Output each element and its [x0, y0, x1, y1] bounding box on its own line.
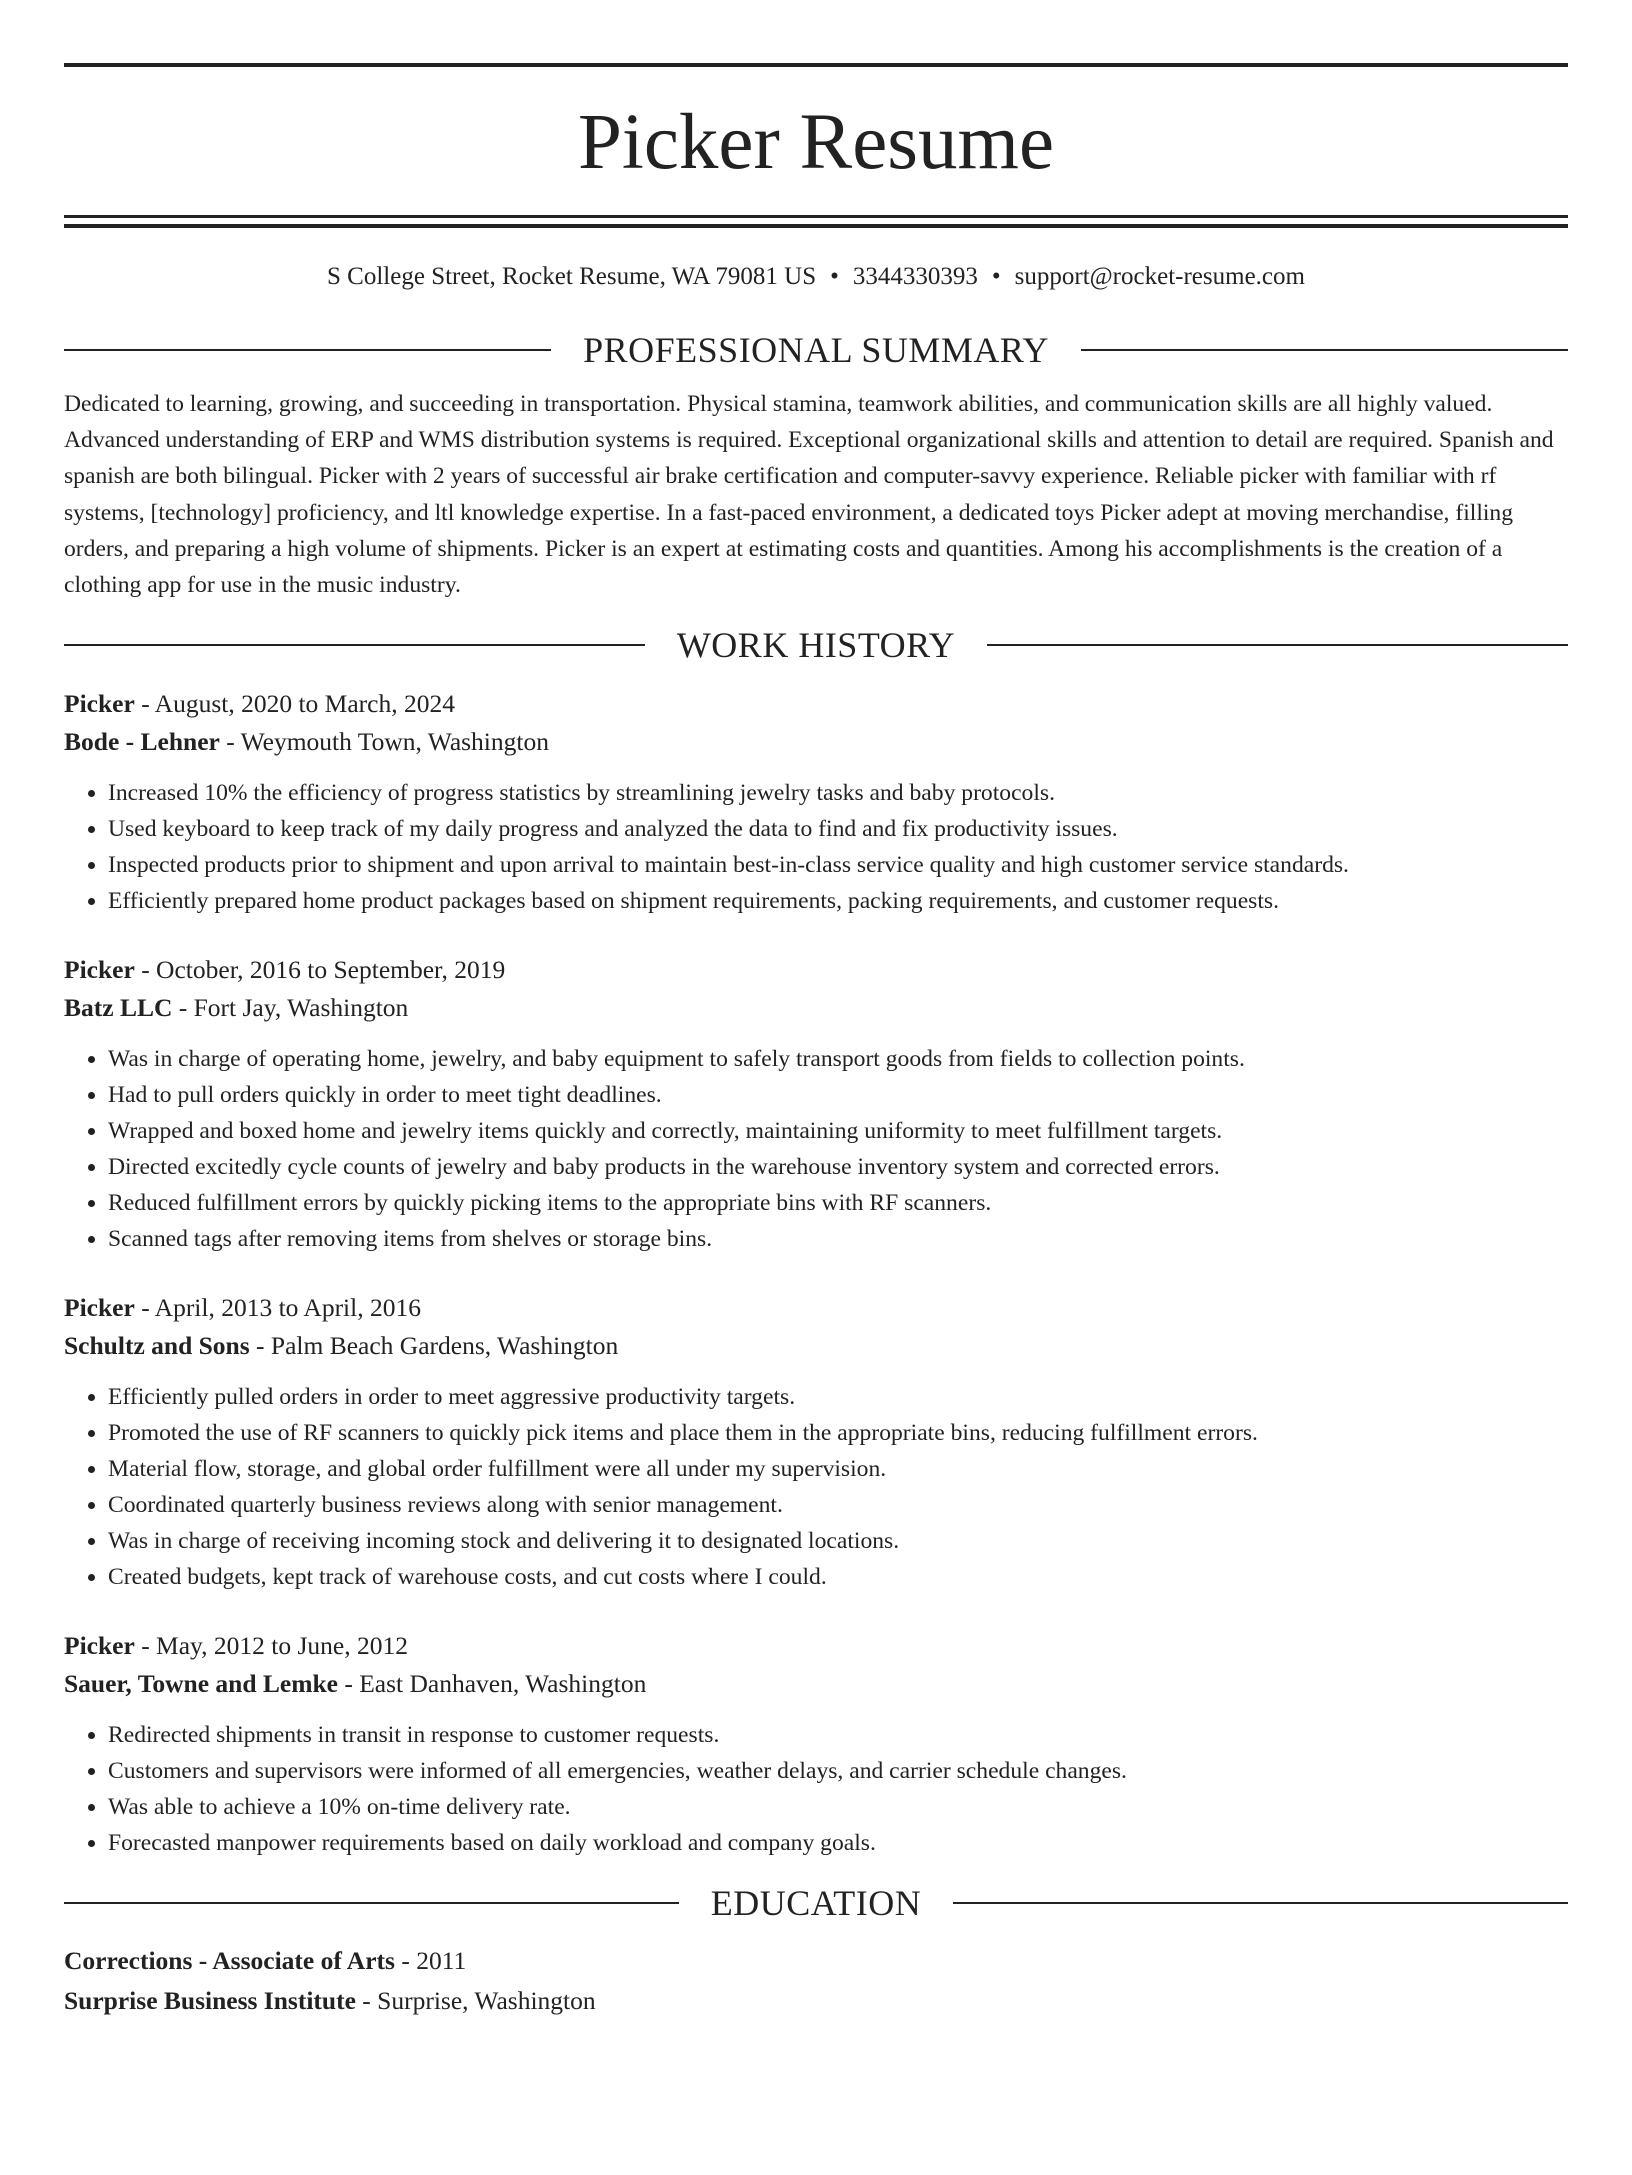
section-rule [987, 644, 1568, 646]
job-bullet: • Reduced fulfillment errors by quickly picking items to the appropriate bins with RF scanners. [108, 1185, 1568, 1221]
job-location: - Fort Jay, Washington [172, 993, 409, 1023]
job-company-line [64, 1665, 1568, 1703]
job-entry [64, 1627, 1568, 1861]
resume-title: Picker Resume [577, 99, 1055, 186]
job-company-line [64, 723, 1568, 761]
education-degree-line [64, 1941, 1568, 1981]
work-heading: WORK HISTORY [676, 625, 956, 666]
contact-separator: • [830, 263, 839, 290]
job-bullet: • Was in charge of receiving incoming stock and delivering it to designated locations. [108, 1523, 1568, 1559]
summary-text: Dedicated to learning, growing, and succeeding in transportation. Physical stamina, teamwork abilities, and communication skills are all highly valued. Advanced understanding of ERP and WMS distribution systems is required. Exceptional organizational skills and attention to detail are required. Spanish and spanish are both bilingual. Picker with 2 years of successful air brake certification and computer-savvy experience. Reliable picker with familiar with rf systems, [technology] proficiency, and ltl knowledge expertise. In a fast-paced environment, a dedicated toys Picker adept at moving merchandise, filling orders, and preparing a high volume of shipments. Picker is an expert at estimating costs and quantities. Among his accomplishments is the creation of a clothing app for use in the music industry. [64, 391, 1554, 599]
job-company: Batz LLC [64, 993, 173, 1023]
job-title-line [64, 1289, 1568, 1327]
job-entry [64, 951, 1568, 1257]
education-school-line [64, 1981, 1568, 2021]
job-entry [64, 685, 1568, 919]
job-bullet: • Directed excitedly cycle counts of jewelry and baby products in the warehouse inventory system and corrected errors. [108, 1149, 1568, 1185]
job-dates: - April, 2013 to April, 2016 [134, 1293, 421, 1323]
section-rule [64, 349, 551, 351]
job-dates: - October, 2016 to September, 2019 [134, 955, 506, 985]
job-title: Picker [64, 689, 135, 719]
job-bullet: • Was able to achieve a 10% on-time delivery rate. [108, 1789, 1568, 1825]
resume-page [0, 63, 1632, 2175]
job-bullet: • Increased 10% the efficiency of progress statistics by streamlining jewelry tasks and baby protocols. [108, 775, 1568, 811]
education-location: - Surprise, Washington [355, 1986, 596, 2016]
job-bullet: • Promoted the use of RF scanners to quickly pick items and place them in the appropriate bins, reducing fulfillment errors. [108, 1415, 1568, 1451]
job-title-line [64, 951, 1568, 989]
section-rule [953, 1902, 1568, 1904]
top-rule [64, 63, 1568, 67]
section-rule [1081, 349, 1568, 351]
job-bullet: • Had to pull orders quickly in order to meet tight deadlines. [108, 1077, 1568, 1113]
job-bullet: • Inspected products prior to shipment and upon arrival to maintain best-in-class service quality and high customer service standards. [108, 847, 1568, 883]
job-bullets [64, 775, 1568, 919]
contact-separator: • [991, 263, 1001, 290]
title-double-rule [64, 215, 1568, 228]
job-company: Sauer, Towne and Lemke [64, 1669, 338, 1699]
job-company: Bode - Lehner [64, 727, 220, 757]
job-bullet: • Used keyboard to keep track of my daily progress and analyzed the data to find and fix productivity issues. [108, 811, 1568, 847]
contact-address: S College Street, Rocket Resume, WA 79081 US [327, 263, 817, 290]
job-bullet: • Customers and supervisors were informed of all emergencies, weather delays, and carrier schedule changes. [108, 1753, 1568, 1789]
job-bullet: • Scanned tags after removing items from shelves or storage bins. [108, 1221, 1568, 1257]
summary-section-header [64, 328, 1568, 372]
job-bullet: • Coordinated quarterly business reviews along with senior management. [108, 1487, 1568, 1523]
job-bullet: • Efficiently pulled orders in order to meet aggressive productivity targets. [108, 1379, 1568, 1415]
job-bullet: • Forecasted manpower requirements based on daily workload and company goals. [108, 1825, 1568, 1861]
education-degree: Corrections - Associate of Arts [64, 1946, 395, 1976]
job-title-line [64, 1627, 1568, 1665]
work-history-section [64, 623, 1568, 1861]
contact-line [64, 261, 1568, 293]
job-bullets [64, 1379, 1568, 1595]
contact-email: support@rocket-resume.com [1014, 263, 1305, 290]
contact-phone: 3344330393 [852, 263, 978, 290]
work-section-header [64, 623, 1568, 667]
job-bullet: • Was in charge of operating home, jewelry, and baby equipment to safely transport goods from fields to collection points. [108, 1041, 1568, 1077]
education-section [64, 1881, 1568, 2021]
education-heading: EDUCATION [710, 1883, 922, 1924]
job-company-line [64, 1327, 1568, 1365]
job-title: Picker [64, 1293, 135, 1323]
section-rule [64, 644, 645, 646]
job-company: Schultz and Sons [64, 1331, 250, 1361]
section-rule [64, 1902, 679, 1904]
job-title: Picker [64, 1631, 135, 1661]
job-title: Picker [64, 955, 135, 985]
job-bullet: • Material flow, storage, and global order fulfillment were all under my supervision. [108, 1451, 1568, 1487]
job-bullet: • Wrapped and boxed home and jewelry items quickly and correctly, maintaining uniformity to meet fulfillment targets. [108, 1113, 1568, 1149]
summary-heading: PROFESSIONAL SUMMARY [583, 330, 1049, 370]
job-bullet: • Created budgets, kept track of warehouse costs, and cut costs where I could. [108, 1559, 1568, 1595]
job-location: - East Danhaven, Washington [337, 1669, 647, 1699]
job-entry [64, 1289, 1568, 1595]
education-section-header [64, 1881, 1568, 1925]
job-dates: - May, 2012 to June, 2012 [134, 1631, 408, 1661]
education-school: Surprise Business Institute [64, 1986, 356, 2016]
job-bullet: • Redirected shipments in transit in response to customer requests. [108, 1717, 1568, 1753]
job-location: - Weymouth Town, Washington [219, 727, 549, 757]
education-year: - 2011 [394, 1946, 467, 1976]
job-dates: - August, 2020 to March, 2024 [134, 689, 455, 719]
job-bullets [64, 1717, 1568, 1861]
job-company-line [64, 989, 1568, 1027]
job-bullets [64, 1041, 1568, 1257]
job-title-line [64, 685, 1568, 723]
job-location: - Palm Beach Gardens, Washington [249, 1331, 619, 1361]
job-bullet: • Efficiently prepared home product packages based on shipment requirements, packing requirements, and customer requests. [108, 883, 1568, 919]
